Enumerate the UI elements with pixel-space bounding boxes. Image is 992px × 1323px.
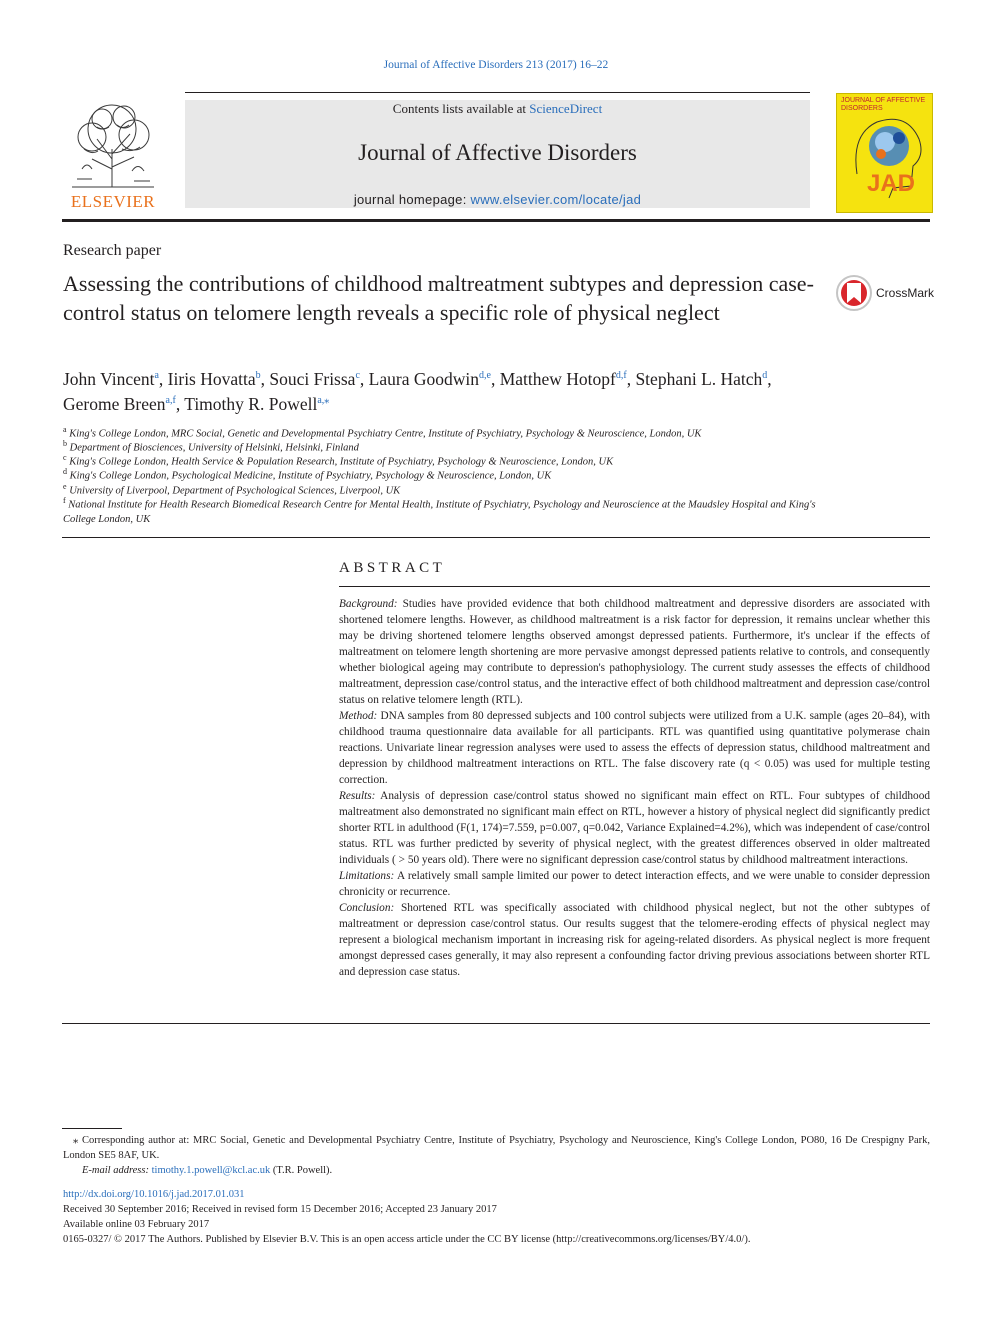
abstract-label: Background: [339,598,398,610]
received-dates: Received 30 September 2016; Received in revised form 15 December 2016; Accepted 23 January 2017 [63,1204,497,1215]
author-name: Timothy R. Powell [184,394,318,414]
journal-citation[interactable]: Journal of Affective Disorders 213 (2017) 16–22 [383,59,609,71]
author-sup[interactable]: d,f [615,370,627,382]
doi-link[interactable]: http://dx.doi.org/10.1016/j.jad.2017.01.031 [63,1189,245,1200]
header-thick-rule [62,219,930,222]
journal-title: Journal of Affective Disorders [358,140,637,165]
journal-homepage [185,192,810,207]
author-sup[interactable]: a,f [165,395,176,407]
abstract-body [339,596,930,980]
elsevier-wordmark: ELSEVIER [70,192,156,211]
license-text: 0165-0327/ © 2017 The Authors. Published by Elsevier B.V. This is an open access article under the CC BY license (http://creativecommons.org/licenses/BY/4.0/). [63,1234,751,1245]
author-list: John Vincent$^a$, Iiris Hovatta$^b$, Souci Frissa$^c$, Laura Goodwin$^{d,e}$, Matthew Hotopf$^{d,f}$, Stephani L. Hatch$^d$, Gerome Breen$^{a,f}$, Timothy R. Powell$^{a,⁎}$ [63,369,772,414]
affiliation-key: e [63,482,67,491]
homepage-link[interactable]: www.elsevier.com/locate/jad [470,192,642,207]
author[interactable] [369,369,491,389]
email-label: E-mail address: [82,1165,149,1176]
abstract-text: Shortened RTL was specifically associated with childhood physical neglect, but not the other subtypes of maltreatment or depression case/control status. Our results suggest that the telomere-eroding effects of physical neglect may represent a biological mechanism important in increasing risk for ageing-related disorders. As physical neglect is more frequent amongst depressed cases generally, it may also represent a confounding factor driving previous associations between shorter RTL and depression case status. [339,902,931,978]
article-meta [63,1187,930,1247]
corresponding-marker: ⁎ [73,1135,79,1146]
elsevier-tree-icon [62,99,164,191]
abstract-text: A relatively small sample limited our power to detect interaction effects, and we were unable to consider depression chronicity or recurrence. [339,870,930,898]
abstract-label: Limitations: [339,870,395,882]
abstract-text: Analysis of depression case/control status showed no significant main effect on RTL. Four subtypes of childhood maltreatment also demonstrated no significant main effect on RTL, however a history of physical neglect did significantly predict shorter RTL in adulthood (F(1, 174)=7.559, p=0.007, q=0.042, Variance Explained=4.2%), which was independent of case/control status. RTL was further predicted by severity of physical neglect, with the greatest differences observed in older maltreated individuals ( > 50 years old). There were no significant depression case/control status by childhood maltreatment interactions. [339,790,931,866]
section-rule [62,1023,930,1024]
author-name: Stephani L. Hatch [635,369,763,389]
author-name: John Vincent [63,369,155,389]
cover-jad-text: JAD [867,170,916,197]
crossmark-badge[interactable] [836,275,936,311]
affiliation-key: a [63,425,67,434]
article-title: Assessing the contributions of childhood maltreatment subtypes and depression case-control status on telomere length reveals a specific role of physical neglect [63,271,814,325]
email-link[interactable]: timothy.1.powell@kcl.ac.uk [151,1165,271,1176]
affiliation-key: c [63,453,67,462]
abstract-text: Studies have provided evidence that both childhood maltreatment and depressive disorders are associated with shortened telomere lengths. However, as childhood maltreatment is a risk factor for depression, it remains unclear whether this may be driving shortened telomere lengths observed amongst depressed patients. Furthermore, it's unclear if the effects of maltreatment on telomere length shortening are more pervasive amongst depressed patients relative to controls, and consequently whether biological ageing may contribute to depression's pathophysiology. The current study assesses the effects of childhood maltreatment, depression case/control status, and the interactive effect of both childhood maltreatment and depression case/control status on relative telomere length (RTL). [339,598,931,706]
author-sup[interactable]: d,e [478,370,491,382]
abstract-rule [339,586,930,587]
contents-prefix: Contents lists available at [392,101,530,116]
contents-available [185,101,810,117]
abstract-text: DNA samples from 80 depressed subjects and 100 control subjects were utilized from a U.K. sample (ages 20–84), with childhood trauma questionnaire data available for all participants. RTL was quantified using quantitative polymerase chain reactions. Univariate linear regression analyses were used to assess the effects of depression status, childhood maltreatment and depression by childhood maltreatment interactions on RTL. The false discovery rate (q < 0.05) was used for multiple testing correction. [339,710,930,786]
author[interactable] [168,369,261,389]
homepage-prefix: journal homepage: [353,192,471,207]
author-name: Souci Frissa [269,369,356,389]
affiliation-key: b [63,439,67,448]
affiliation-text: King's College London, Psychological Medicine, Institute of Psychiatry, Psychology & Neuroscience, London, UK [69,470,552,482]
affiliation-text: National Institute for Health Research Biomedical Research Centre for Mental Health, Institute of Psychiatry, Psychology and Neuroscience at the Maudsley Hospital and King's College London, UK [63,499,816,525]
author-sup[interactable]: a,⁎ [317,395,330,407]
affiliation-text: King's College London, Health Service & Population Research, Institute of Psychiatry, Psychology & Neuroscience, London, UK [69,456,614,468]
abstract-method [339,708,930,788]
abstract-label: Results: [339,790,376,802]
abstract-label: Conclusion: [339,902,395,914]
footnotes [63,1133,930,1178]
abstract-limitations [339,868,930,900]
author-name: Laura Goodwin [368,369,479,389]
author-sup[interactable]: c [355,370,360,382]
author-name: Iiris Hovatta [167,369,256,389]
abstract-background [339,596,930,708]
affiliation-text: University of Liverpool, Department of Psychological Sciences, Liverpool, UK [69,485,401,497]
author[interactable] [63,369,159,389]
abstract-label: Method: [339,710,378,722]
author[interactable] [63,394,176,414]
author[interactable] [635,369,767,389]
affiliation-text: Department of Biosciences, University of Helsinki, Helsinki, Finland [69,442,359,454]
article-type: Research paper [63,242,162,259]
header-rule [185,92,810,93]
author[interactable] [500,369,627,389]
crossmark-label: CrossMark [876,286,935,300]
section-rule [62,537,930,538]
affiliation-key: d [63,467,67,476]
author-sup[interactable]: a [154,370,159,382]
corresponding-author-note [63,1133,930,1163]
affiliation-f [63,494,843,527]
email-note [63,1163,930,1178]
author-name: Matthew Hotopf [499,369,616,389]
footnote-rule [62,1128,122,1129]
corresponding-text: Corresponding author at: MRC Social, Genetic and Developmental Psychiatry Centre, Institute of Psychiatry, Psychology and Neuroscience, King's College London, PO80, 16 De Crespigny Park, London SE5 8AF, UK. [63,1135,930,1161]
email-suffix: (T.R. Powell). [272,1165,333,1176]
author[interactable] [184,394,329,414]
elsevier-logo[interactable] [62,99,164,211]
author-name: Gerome Breen [63,394,166,414]
author-sup[interactable]: b [255,370,261,382]
available-online: Available online 03 February 2017 [63,1219,210,1230]
affiliation-key: f [63,496,66,505]
abstract-results [339,788,930,868]
journal-cover[interactable] [836,93,933,213]
author-sup[interactable]: d [762,370,768,382]
abstract-conclusion [339,900,930,980]
cover-top-text: JOURNAL OF AFFECTIVE DISORDERS [841,97,926,112]
affiliation-text: King's College London, MRC Social, Genetic and Developmental Psychiatry Centre, Institute of Psychiatry, Psychology & Neuroscience, London, UK [69,428,702,440]
author[interactable] [269,369,360,389]
abstract-heading: ABSTRACT [339,560,446,576]
sciencedirect-link[interactable]: ScienceDirect [529,101,603,116]
crossmark-icon [836,275,872,311]
